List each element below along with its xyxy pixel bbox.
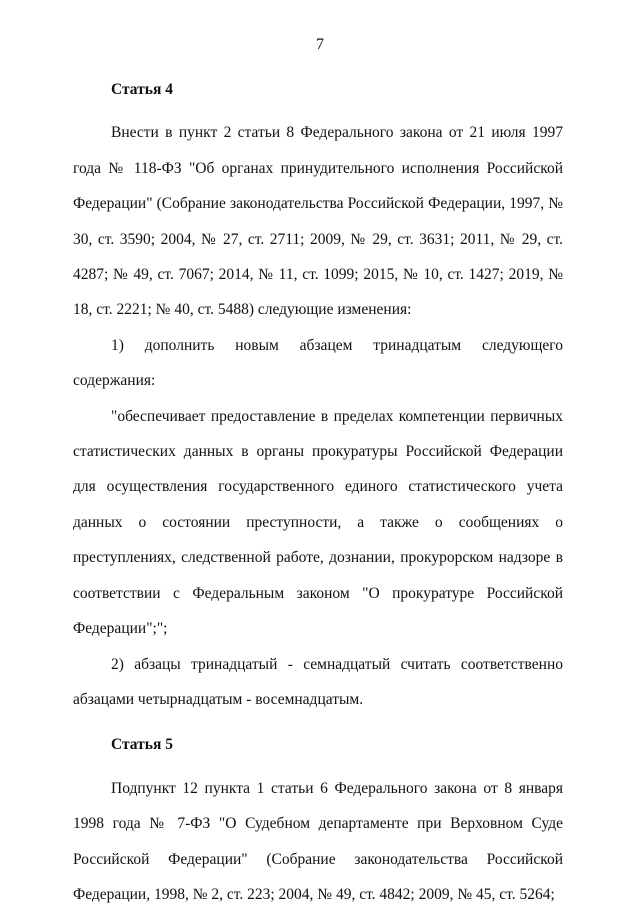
spacer (73, 717, 563, 727)
article-5-heading: Статья 5 (111, 736, 173, 754)
article-4-paragraph-4: 2) абзацы тринадцатый - семнадцатый считать соответственно абзацами четырнадцатым - восемнадцатым. (73, 655, 563, 708)
document-body (73, 72, 563, 912)
article-4-paragraph-2: 1) дополнить новым абзацем тринадцатым следующего содержания: (73, 336, 563, 390)
article-5-paragraph-1: Подпункт 12 пункта 1 статьи 6 Федерального закона от 8 января 1998 года № 7-ФЗ "О Судебном департаменте при Верховном Суде Российской Федерации" (Собрание законодательства Российской Федерации, 1998, № 2, ст. 223; 2004, № 49, ст. 4842; 2009, № 45, ст. 5264; (73, 779, 563, 903)
spacer (73, 107, 563, 115)
article-4-paragraph-3: "обеспечивает предоставление в пределах компетенции первичных статистических данных в органы прокуратуры Российской Федерации для осуществления государственного единого статистического учета данных о состоянии преступности, а также о сообщениях о преступлениях, следственной работе, дознании, прокурорском надзоре в соответствии с Федеральным законом "О прокуратуре Российской Федерации";"; (73, 407, 563, 638)
page-number: 7 (316, 36, 324, 53)
article-4-heading: Статья 4 (111, 81, 173, 98)
article-4-paragraph-1: Внести в пункт 2 статьи 8 Федерального закона от 21 июля 1997 года № 118-ФЗ "Об органах принудительного исполнения Российской Федерации" (Собрание законодательства Российской Федерации, 1997, № 30, ст. 3590; 2004, № 27, ст. 2711; 2009, № 29, ст. 3631; 2011, № 29, ст. 4287; № 49, ст. 7067; 2014, № 11, ст. 1099; 2015, № 10, ст. 1427; 2019, № 18, ст. 2221; № 40, ст. 5488) следующие изменения: (73, 124, 563, 319)
spacer (73, 763, 563, 771)
